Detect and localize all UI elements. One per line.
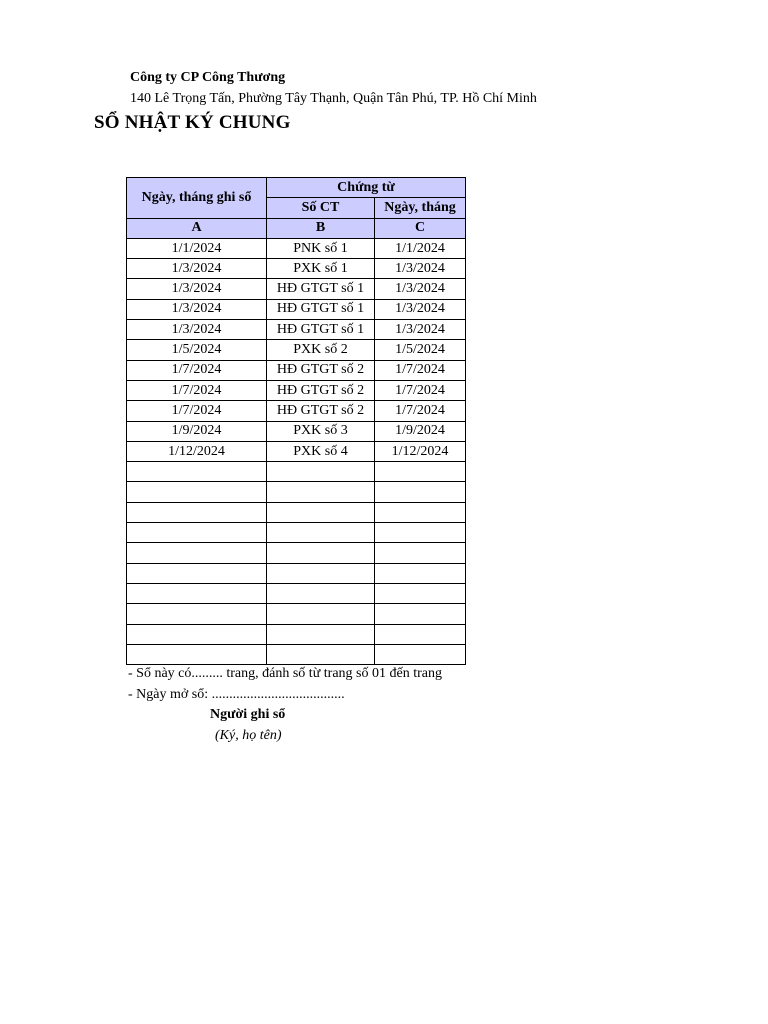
table-row [127,543,466,563]
table-row [127,299,466,319]
record-date-cell: 1/5/2024 [127,340,267,360]
voucher-number-cell [267,502,375,522]
voucher-number-cell [267,644,375,664]
voucher-date-cell [375,482,466,502]
column-code-b: B [267,218,375,238]
table-row [127,604,466,624]
journal-table [126,177,466,665]
voucher-number-cell [267,543,375,563]
header-voucher-number: Số CT [267,198,375,218]
header-voucher-date: Ngày, tháng [375,198,466,218]
voucher-number-cell: HĐ GTGT số 2 [267,360,375,380]
journal-title: SỔ NHẬT KÝ CHUNG [94,112,291,133]
signer-hint: (Ký, họ tên) [215,728,282,743]
voucher-date-cell: 1/3/2024 [375,259,466,279]
header-row-1 [127,178,466,198]
record-date-cell: 1/7/2024 [127,380,267,400]
table-row [127,259,466,279]
table-row [127,279,466,299]
voucher-date-cell: 1/3/2024 [375,299,466,319]
voucher-date-cell [375,644,466,664]
record-date-cell [127,644,267,664]
table-row [127,360,466,380]
table-row [127,320,466,340]
voucher-date-cell: 1/7/2024 [375,360,466,380]
table-row [127,523,466,543]
record-date-cell: 1/3/2024 [127,259,267,279]
voucher-number-cell: HĐ GTGT số 2 [267,401,375,421]
table-row [127,441,466,461]
record-date-cell [127,583,267,603]
table-row [127,502,466,522]
record-date-cell: 1/3/2024 [127,320,267,340]
voucher-date-cell: 1/7/2024 [375,401,466,421]
voucher-number-cell: PXK số 1 [267,259,375,279]
record-date-cell: 1/7/2024 [127,360,267,380]
voucher-date-cell [375,502,466,522]
table-row [127,624,466,644]
table-row [127,563,466,583]
table-row [127,421,466,441]
voucher-number-cell [267,563,375,583]
voucher-date-cell: 1/5/2024 [375,340,466,360]
column-code-row [127,218,466,238]
voucher-date-cell: 1/3/2024 [375,320,466,340]
voucher-date-cell: 1/3/2024 [375,279,466,299]
voucher-date-cell [375,543,466,563]
record-date-cell [127,543,267,563]
voucher-date-cell: 1/9/2024 [375,421,466,441]
voucher-number-cell [267,523,375,543]
record-date-cell: 1/7/2024 [127,401,267,421]
record-date-cell: 1/3/2024 [127,279,267,299]
record-date-cell [127,604,267,624]
voucher-date-cell [375,583,466,603]
voucher-number-cell: PNK số 1 [267,238,375,258]
table-row [127,401,466,421]
table-row [127,462,466,482]
voucher-number-cell [267,462,375,482]
record-date-cell: 1/12/2024 [127,441,267,461]
column-code-a: A [127,218,267,238]
record-date-cell [127,502,267,522]
company-name: Công ty CP Công Thương [130,70,286,85]
note-open-date: - Ngày mở sổ: ...................................... [128,687,345,702]
voucher-number-cell: HĐ GTGT số 1 [267,279,375,299]
journal-body [127,238,466,664]
voucher-date-cell: 1/12/2024 [375,441,466,461]
voucher-date-cell: 1/1/2024 [375,238,466,258]
voucher-number-cell [267,604,375,624]
record-date-cell: 1/1/2024 [127,238,267,258]
table-row [127,340,466,360]
record-date-cell [127,624,267,644]
voucher-number-cell: HĐ GTGT số 1 [267,299,375,319]
voucher-number-cell: PXK số 3 [267,421,375,441]
record-date-cell [127,523,267,543]
voucher-date-cell [375,563,466,583]
voucher-date-cell [375,462,466,482]
voucher-number-cell: HĐ GTGT số 2 [267,380,375,400]
table-row [127,644,466,664]
header-record-date: Ngày, tháng ghi sổ [127,178,267,219]
voucher-number-cell: PXK số 4 [267,441,375,461]
record-date-cell: 1/9/2024 [127,421,267,441]
column-code-c: C [375,218,466,238]
record-date-cell [127,462,267,482]
note-page-count: - Sổ này có......... trang, đánh số từ trang số 01 đến trang [128,666,442,681]
voucher-number-cell [267,482,375,502]
voucher-date-cell [375,624,466,644]
voucher-number-cell: PXK số 2 [267,340,375,360]
table-row [127,482,466,502]
voucher-date-cell [375,523,466,543]
record-date-cell [127,563,267,583]
header-voucher-group: Chứng từ [267,178,466,198]
signer-title: Người ghi sổ [210,707,286,722]
voucher-number-cell [267,583,375,603]
voucher-date-cell: 1/7/2024 [375,380,466,400]
company-address: 140 Lê Trọng Tấn, Phường Tây Thạnh, Quận Tân Phú, TP. Hồ Chí Minh [130,91,537,106]
record-date-cell [127,482,267,502]
record-date-cell: 1/3/2024 [127,299,267,319]
voucher-number-cell: HĐ GTGT số 1 [267,320,375,340]
voucher-number-cell [267,624,375,644]
table-row [127,238,466,258]
table-row [127,583,466,603]
voucher-date-cell [375,604,466,624]
table-row [127,380,466,400]
